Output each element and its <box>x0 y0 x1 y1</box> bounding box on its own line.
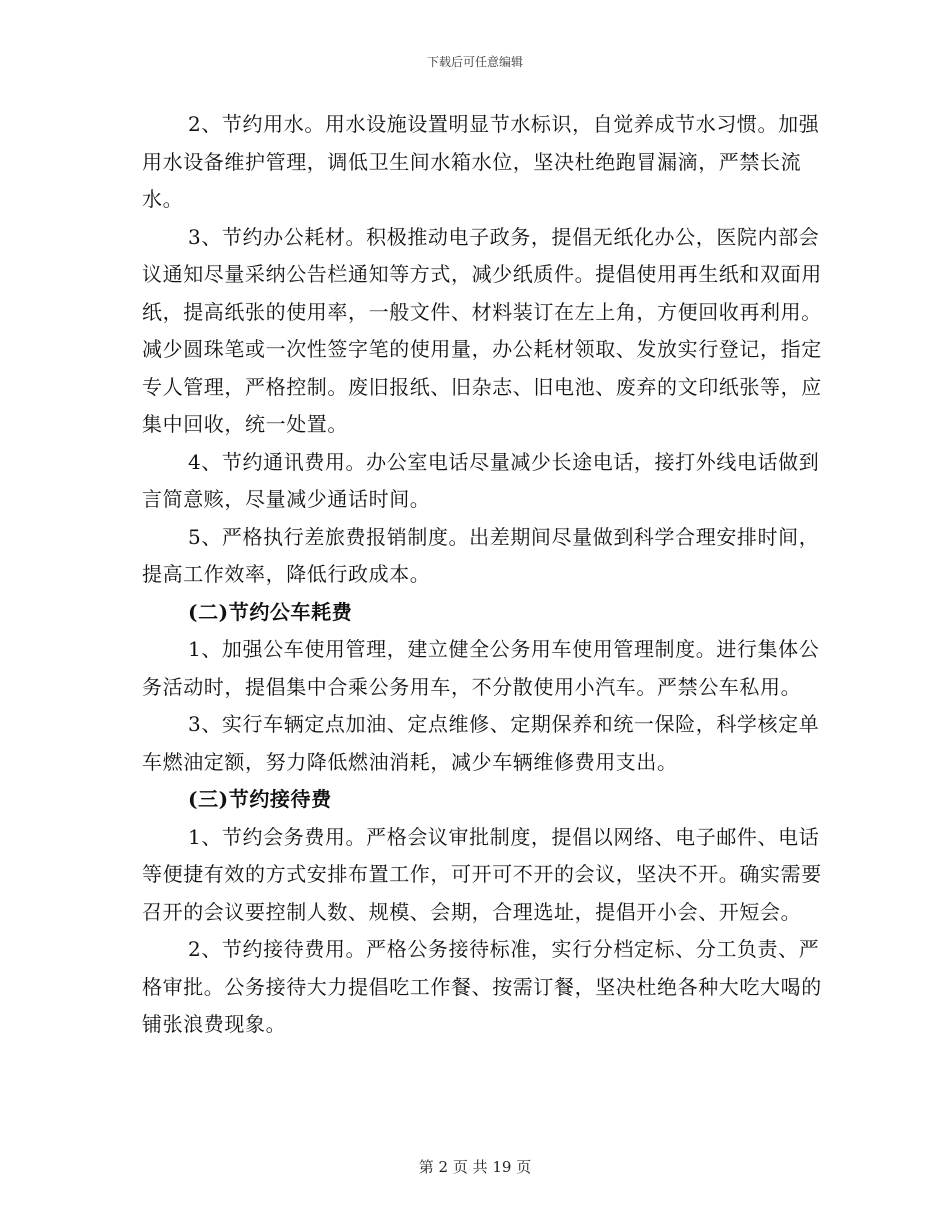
paragraph-vehicle-management: 1、加强公车使用管理，建立健全公务用车使用管理制度。进行集体公务活动时，提倡集中合乘公务用车，不分散使用小汽车。严禁公车私用。 <box>142 637 820 699</box>
paragraph-vehicle-maintenance: 3、实行车辆定点加油、定点维修、定期保养和统一保险，科学核定单车燃油定额，努力降低燃油消耗，减少车辆维修费用支出。 <box>142 712 820 774</box>
page-header: 下载后可任意编辑 <box>426 55 523 69</box>
paragraph-meeting-costs: 1、节约会务费用。严格会议审批制度，提倡以网络、电子邮件、电话等便捷有效的方式安排布置工作，可开可不开的会议，坚决不开。确实需要召开的会议要控制人数、规模、会期，合理选址，提倡开小会、开短会。 <box>142 824 822 924</box>
document-body <box>142 106 832 1044</box>
paragraph-save-water: 2、节约用水。用水设施设置明显节水标识，自觉养成节水习惯。加强用水设备维护管理，调低卫生间水箱水位，坚决杜绝跑冒漏滴，严禁长流水。 <box>142 112 820 211</box>
paragraph-save-communication: 4、节约通讯费用。办公室电话尽量减少长途电话，接打外线电话做到言简意赅，尽量减少通话时间。 <box>142 449 820 511</box>
paragraph-travel-expenses: 5、严格执行差旅费报销制度。出差期间尽量做到科学合理安排时间，提高工作效率，降低行政成本。 <box>142 524 820 586</box>
page-number: 第 2 页 共 19 页 <box>418 1158 532 1176</box>
paragraph-save-office-supplies: 3、节约办公耗材。积极推动电子政务，提倡无纸化办公，医院内部会议通知尽量采纳公告栏通知等方式，减少纸质件。提倡使用再生纸和双面用纸，提高纸张的使用率，一般文件、材料装订在左上角，方便回收再利用。减少圆珠笔或一次性签字笔的使用量，办公耗材领取、发放实行登记，指定专人管理，严格控制。废旧报纸、旧杂志、旧电池、废弃的文印纸张等，应集中回收，统一处置。 <box>142 224 822 436</box>
paragraph-reception-costs: 2、节约接待费用。严格公务接待标准，实行分档定标、分工负责、严格审批。公务接待大力提倡吃工作餐、按需订餐，坚决杜绝各种大吃大喝的铺张浪费现象。 <box>142 937 822 1036</box>
section-heading-reception: (三)节约接待费 <box>188 787 332 811</box>
section-heading-vehicles: (二)节约公车耗费 <box>188 599 353 624</box>
